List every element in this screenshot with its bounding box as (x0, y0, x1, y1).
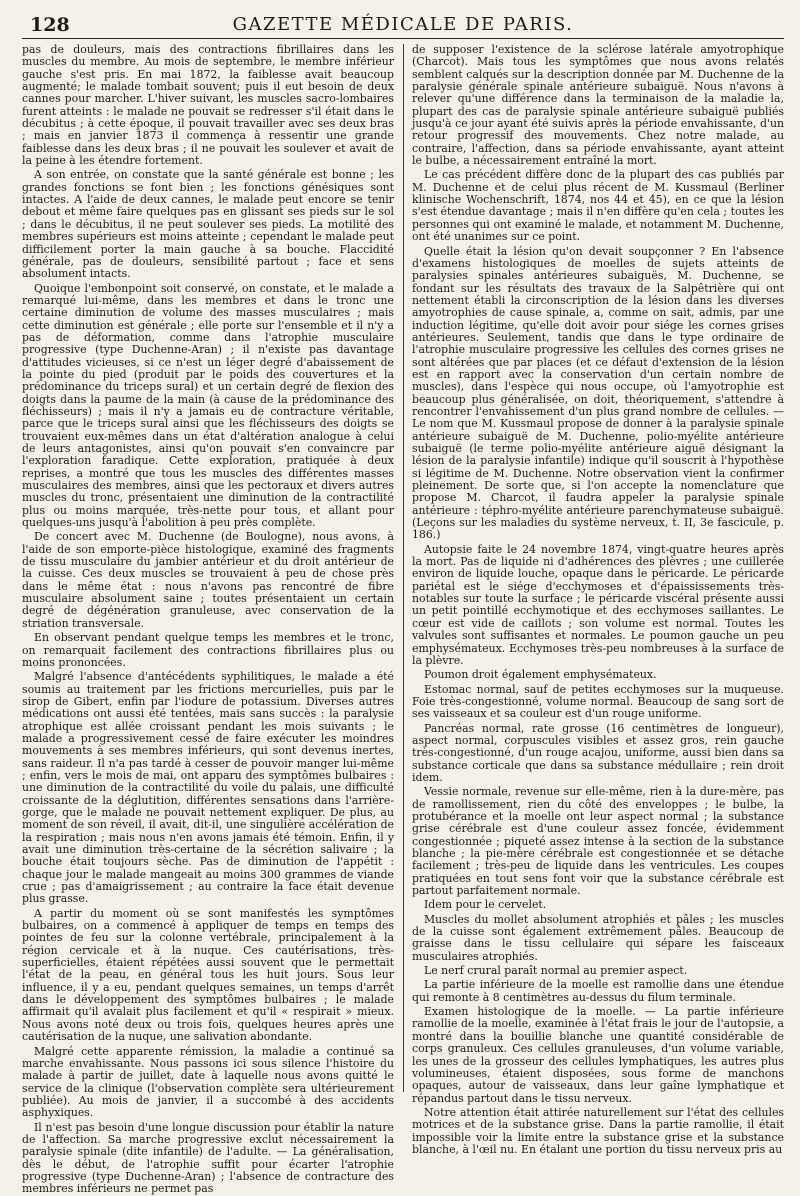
paragraph: Examen histologique de la moelle. — La partie inférieure ramollie de la moelle, examinée à l'état frais le jour de l'autopsie, a montré dans la bouillie blanche une quantité considérable de corps granuleux. Ces cellules granuleuses, d'un volume variable, les unes de la grosseur des cellules lymphatiques, les autres plus volumineuses, étaient disposées, sous forme de manchons opaques, autour de vaisseaux, dans leur gaîne lymphatique et répandus partout dans le tissu nerveux. (412, 1005, 784, 1105)
paragraph: En observant pendant quelque temps les membres et le tronc, on remarquait facilement des contractions fibrillaires plus ou moins prononcées. (22, 631, 394, 669)
paragraph: Idem pour le cervelet. (424, 898, 547, 912)
paragraph: pas de douleurs, mais des contractions fibrillaires dans les muscles du membre. Au mois de septembre, le membre inférieur gauche s'est pris. En mai 1872, la faiblesse avait beaucoup augmenté; le malade tombait souvent; puis il eut besoin de deux cannes pour marcher. L'hiver suivant, les muscles sacro-lombaires furent atteints : le malade ne pouvait se redresser s'il était dans le décubitus ; à cette époque, il pouvait travailler avec ses deux bras ; mais en janvier 1873 il commença à ressentir une grande faiblesse dans les deux bras ; il ne pouvait les soulever et avait de la peine à les étendre fortement. (22, 43, 394, 168)
paragraph: Malgré l'absence d'antécédents syphilitiques, le malade a été soumis au traitement par les frictions mercurielles, puis par le sirop de Gibert, enfin par l'iodure de potassium. Diverses autres médications ont aussi été tentées, mais sans succès : la paralysie atrophique est allée croissant pendant les mois suivants ; le malade a progressivement cessé de faire exécuter les moindres mouvements à ses membres inférieurs, qui sont devenus inertes, sans raideur. Il n'a pas tardé à cesser de pouvoir manger lui-même ; enfin, vers le mois de mai, ont apparu des symptômes bulbaires : une diminution de la contractilité du voile du palais, une difficulté croissante de la déglutition, différentes sensations dans l'arrière-gorge, que le malade ne pouvait nettement expliquer. De plus, au moment de son réveil, il avait, dit-il, une singulière accélération de la respiration ; mais nous n'en avons jamais été témoin. Enfin, il y avait une diminution très-certaine de la sécrétion salivaire ; la bouche était toujours sèche. Pas de diminution de l'appétit : chaque jour le malade mangeait au moins 300 grammes de viande crue ; pas d'amaigrissement ; au contraire la face était devenue plus grasse. (22, 670, 394, 906)
page-header (22, 12, 784, 39)
journal-title: GAZETTE MÉDICALE DE PARIS. (232, 14, 574, 35)
text-columns (22, 43, 784, 1196)
paragraph: Estomac normal, sauf de petites ecchymoses sur la muqueuse. Foie très-congestionné, volume normal. Beaucoup de sang sort de ses vaisseaux et sa couleur est d'un rouge uniforme. (412, 682, 784, 721)
paragraph: Poumon droit également emphysémateux. (424, 668, 657, 682)
paragraph: Autopsie faite le 24 novembre 1874, vingt-quatre heures après la mort. Pas de liquide ni d'adhérences des plèvres ; une cuillerée environ de liquide louche, opaque dans le péricarde. Le péricarde pariétal est le siége d'ecchymoses et d'épaississements très-notables sur toute la surface ; le péricarde viscéral présente aussi un petit pointillé ecchymotique et des ecchymoses saillantes. Le cœur est vide de caillots ; son volume est normal. Toutes les valvules sont suffisantes et normales. Le poumon gauche un peu emphysémateux. Ecchymoses très-peu nombreuses à la surface de la plèvre. (412, 542, 784, 667)
paragraph: La partie inférieure de la moelle est ramollie dans une étendue qui remonte à 8 centimètres au-dessus du filum terminale. (412, 978, 784, 1004)
paragraph: Le cas précédent diffère donc de la plupart des cas publiés par M. Duchenne et de celui plus récent de M. Kussmaul (Berliner klinische Wochenschrift, 1874, nos 44 et 45), en ce que la lésion s'est étendue davantage ; mais il n'en diffère qu'en cela ; toutes les personnes qui ont examiné le malade, et notamment M. Duchenne, ont été unanimes sur ce point. (412, 168, 784, 244)
paragraph: Il n'est pas besoin d'une longue discussion pour établir la nature de l'affection. Sa marche progressive exclut nécessairement la paralysie spinale (dite infantile) de l'adulte. — La généralisation, dès le début, de l'atrophie suffit pour écarter l'atrophie progressive (type Duchenne-Aran) ; l'absence de contracture des membres inférieurs ne permet pas (22, 1120, 394, 1196)
column-divider (403, 44, 404, 1092)
paragraph: de supposer l'existence de la sclérose latérale amyotrophique (Charcot). Mais tous les symptômes que nous avons relatés semblent calqués sur la description donnée par M. Duchenne de la paralysie générale spinale antérieure subaiguë. Nous n'avons à relever qu'une différence dans la terminaison de la maladie la, plupart des cas de paralysie spinale antérieure subaiguë publiés jusqu'à ce jour ayant été suivis après la période envahissante, d'un retour progressif des mouvements. Chez notre malade, au contraire, l'affection, dans sa période envahissante, ayant atteint le bulbe, a nécessairement entraîné la mort. (412, 43, 784, 168)
paragraph: Malgré cette apparente rémission, la maladie a continué sa marche envahissante. Nous passons ici sous silence l'histoire du malade à partir de juillet, date à laquelle nous avons quitté le service de la clinique (l'observation complète sera ultérieurement publiée). Au mois de janvier, il a succombé à des accidents asphyxiques. (22, 1044, 394, 1120)
paragraph: Notre attention était attirée naturellement sur l'état des cellules motrices et de la substance grise. Dans la partie ramollie, il était impossible voir la limite entre la substance grise et la substance blanche, à l'œil nu. En étalant une portion du tissu nerveux pris au (412, 1105, 784, 1156)
paragraph: Le nerf crural paraît normal au premier aspect. (424, 964, 688, 978)
paragraph: Quelle était la lésion qu'on devait soupçonner ? En l'absence d'examens histologiques de moelles de sujets atteints de paralysies spinales antérieures subaiguës, M. Duchenne, se fondant sur les résultats des travaux de la Salpêtrière qui ont nettement établi la circonscription de la lésion dans les diverses amyotrophies de cause spinale, a, comme on sait, admis, par une induction légitime, qu'elle doit avoir pour siége les cornes grises antérieures. Seulement, tandis que dans le type ordinaire de l'atrophie musculaire progressive les cellules des cornes grises ne sont altérées que par places (et ce défaut d'extension de la lésion est en rapport avec la conservation d'un certain nombre de muscles), dans l'espèce qui nous occupe, où l'amyotrophie est beaucoup plus généralisée, on doit, théoriquement, s'attendre à rencontrer l'envahissement d'un plus grand nombre de cellules. — Le nom que M. Kussmaul propose de donner à la paralysie spinale antérieure subaiguë de M. Duchenne, polio-myélite antérieure subaiguë (le terme polio-myélite antérieure aiguë désignant la lésion de la paralysie infantile) indique qu'il souscrit à l'hypothèse si légitime de M. Duchenne. Notre observation vient la confirmer pleinement. De sorte que, si l'on accepte la nomenclature que propose M. Charcot, il faudra appeler la paralysie spinale antérieure : téphro-myélite antérieure parenchymateuse subaiguë. (Leçons sur les maladies du système nerveux, t. II, 3e fascicule, p. 186.) (412, 244, 784, 542)
newspaper-page (22, 12, 784, 1196)
paragraph: Muscles du mollet absolument atrophiés et pâles ; les muscles de la cuisse sont également extrêmement pâles. Beaucoup de graisse dans le tissu cellulaire qui sépare les faisceaux musculaires atrophiés. (412, 912, 784, 963)
page-number: 128 (30, 14, 70, 36)
right-column (412, 43, 784, 1156)
paragraph: Pancréas normal, rate grosse (16 centimètres de longueur), aspect normal, corpuscules visibles et assez gros, rein gauche très-congestionné, d'un rouge acajou, uniforme, aussi bien dans sa substance corticale que dans sa substance médullaire ; rein droit idem. (412, 721, 784, 784)
left-column (22, 43, 394, 1196)
paragraph: Vessie normale, revenue sur elle-même, rien à la dure-mère, pas de ramollissement, rien du côté des enveloppes ; le bulbe, la protubérance et la moelle ont leur aspect normal ; la substance grise cérébrale est d'une couleur assez foncée, évidemment congestionnée ; piqueté assez intense à la section de la substance blanche ; la pie-mère cérébrale est congestionnée et se détache facilement ; très-peu de liquide dans les ventricules. Les coupes pratiquées en tout sens font voir que la substance cérébrale est partout parfaitement normale. (412, 785, 784, 898)
paragraph: A partir du moment où se sont manifestés les symptômes bulbaires, on a commencé à appliquer de temps en temps des pointes de feu sur la colonne vertébrale, principalement à la région cervicale et à la nuque. Ces cautérisations, très-superficielles, étaient répétées aussi souvent que le permettait l'état de la peau, en général tous les huit jours. Sous leur influence, il y a eu, pendant quelques semaines, un temps d'arrêt dans le développement des symptômes bulbaires ; le malade affirmait qu'il avalait plus facilement et qu'il « respirait » mieux. Nous avons noté deux ou trois fois, quelques heures après une cautérisation de la nuque, une salivation abondante. (22, 906, 394, 1044)
paragraph: De concert avec M. Duchenne (de Boulogne), nous avons, à l'aide de son emporte-pièce histologique, examiné des fragments de tissu musculaire du jambier antérieur et du droit antérieur de la cuisse. Ces deux muscles se trouvaient à peu de chose près dans le même état : nous n'avons pas rencontré de fibre musculaire absolument saine ; toutes présentaient un certain degré de dégénération granuleuse, avec conservation de la striation transversale. (22, 530, 394, 630)
paragraph: Quoique l'embonpoint soit conservé, on constate, et le malade a remarqué lui-même, dans les membres et dans le tronc une certaine diminution de volume des masses musculaires ; mais cette diminution est générale ; elle porte sur l'ensemble et il n'y a pas de déformation, comme dans l'atrophie musculaire progressive (type Duchenne-Aran) ; il n'existe pas davantage d'attitudes vicieuses, si ce n'est un léger degré d'abaissement de la pointe du pied (produit par le poids des couvertures et la prédominance du triceps sural) et un certain degré de flexion des doigts dans la paume de la main (à cause de la prédominance des fléchisseurs) ; mais il n'y a jamais eu de contracture véritable, parce que le triceps sural ainsi que les fléchisseurs des doigts se trouvaient eux-mêmes dans un état d'altération analogue à celui de leurs antagonistes, ainsi qu'on pouvait s'en convaincre par l'exploration faradique. Cette exploration, pratiquée à deux reprises, a montré que tous les muscles des différentes masses musculaires des membres, ainsi que les pectoraux et divers autres muscles du tronc, présentaient une diminution de la contractilité plus ou moins marquée, très-nette pour tous, et allant pour quelques-uns jusqu'à l'abolition à peu près complète. (22, 281, 394, 530)
paragraph: A son entrée, on constate que la santé générale est bonne ; les grandes fonctions se font bien ; les fonctions génésiques sont intactes. A l'aide de deux cannes, le malade peut encore se tenir debout et même faire quelques pas en glissant ses pieds sur le sol ; dans le décubitus, il ne peut soulever ses pieds. La motilité des membres supérieurs est moins atteinte ; cependant le malade peut difficilement porter la main gauche à sa bouche. Flaccidité générale, pas de douleurs, sensibilité partout ; face et sens absolument intacts. (22, 168, 394, 281)
